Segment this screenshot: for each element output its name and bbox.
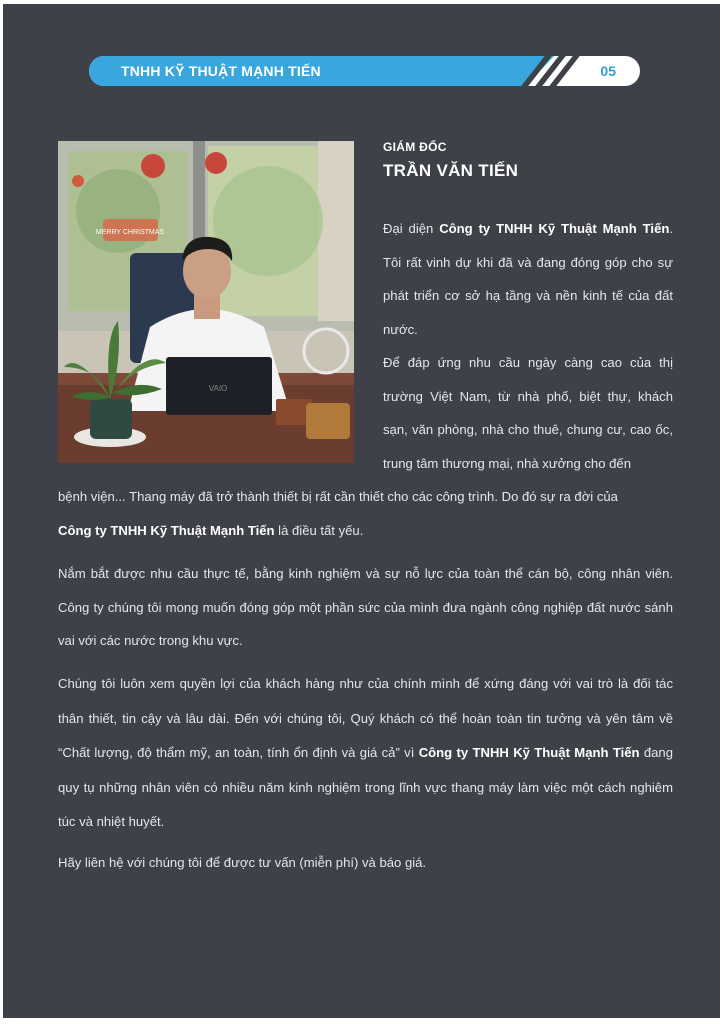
director-role: GIÁM ĐỐC <box>383 140 447 154</box>
photo-laptop-brand: VAIO <box>208 384 228 393</box>
text-segment: Đại diện <box>383 221 440 236</box>
header-title: TNHH KỸ THUẬT MẠNH TIẾN <box>121 63 321 79</box>
market-paragraph-continued <box>58 480 673 547</box>
text-segment: . Tôi rất vinh dự khi đã và đang đóng góp cho sự phát triển cơ sở hạ tầng và nền kinh tế của đất nước. <box>383 221 673 337</box>
text-segment: là điều tất yếu. <box>274 522 364 538</box>
text-segment: Chúng tôi luôn xem quyền lợi của khách hàng như của chính mình để xứng đáng với vai trò là đối tác thân thiết, tin cậy và lâu dài. Đến với chúng tôi, Quý khách có thể hoàn toàn tin tưởng và yên tâm về “Chất lượng, độ thẩm mỹ, an toàn, tính ổn định và giá cả” vì <box>58 676 673 760</box>
header-bar <box>89 56 640 86</box>
text-segment: bệnh viện... Thang máy đã trở thành thiết bị rất cần thiết cho các công trình. Do đó sự ra đời của <box>58 489 618 504</box>
company-name: Công ty TNHH Kỹ Thuật Mạnh Tiến <box>439 221 670 236</box>
company-name: Công ty TNHH Kỹ Thuật Mạnh Tiến <box>418 745 640 760</box>
director-photo <box>58 141 354 463</box>
intro-paragraph <box>383 212 673 346</box>
text-segment: đang quy tụ những nhân viên có nhiều năm kinh nghiệm trong lĩnh vực thang máy làm việc một cách nghiêm túc và nhiệt huyết. <box>58 745 673 829</box>
customer-paragraph <box>58 667 673 840</box>
photo-banner-text: MERRY CHRISTMAS <box>95 229 165 236</box>
page <box>3 4 720 1018</box>
director-name: TRẦN VĂN TIẾN <box>383 161 519 180</box>
company-name: Công ty TNHH Kỹ Thuật Mạnh Tiến <box>58 522 275 538</box>
market-paragraph: Để đáp ứng nhu cầu ngày càng cao của thị trường Việt Nam, từ nhà phố, biệt thự, khách sạn, văn phòng, nhà cho thuê, chung cư, cao ốc, trung tâm thương mại, nhà xưởng cho đến <box>383 355 673 471</box>
page-number: 05 <box>600 63 616 79</box>
experience-paragraph: Nắm bắt được nhu cầu thực tế, bằng kinh nghiệm và sự nỗ lực của toàn thể cán bộ, công nhân viên. Công ty chúng tôi mong muốn đóng góp một phần sức của mình đưa ngành công nghiệp đất nước sánh vai với các nước trong khu vực. <box>58 566 673 648</box>
contact-paragraph: Hãy liên hệ với chúng tôi để được tư vấn (miễn phí) và báo giá. <box>58 855 427 870</box>
